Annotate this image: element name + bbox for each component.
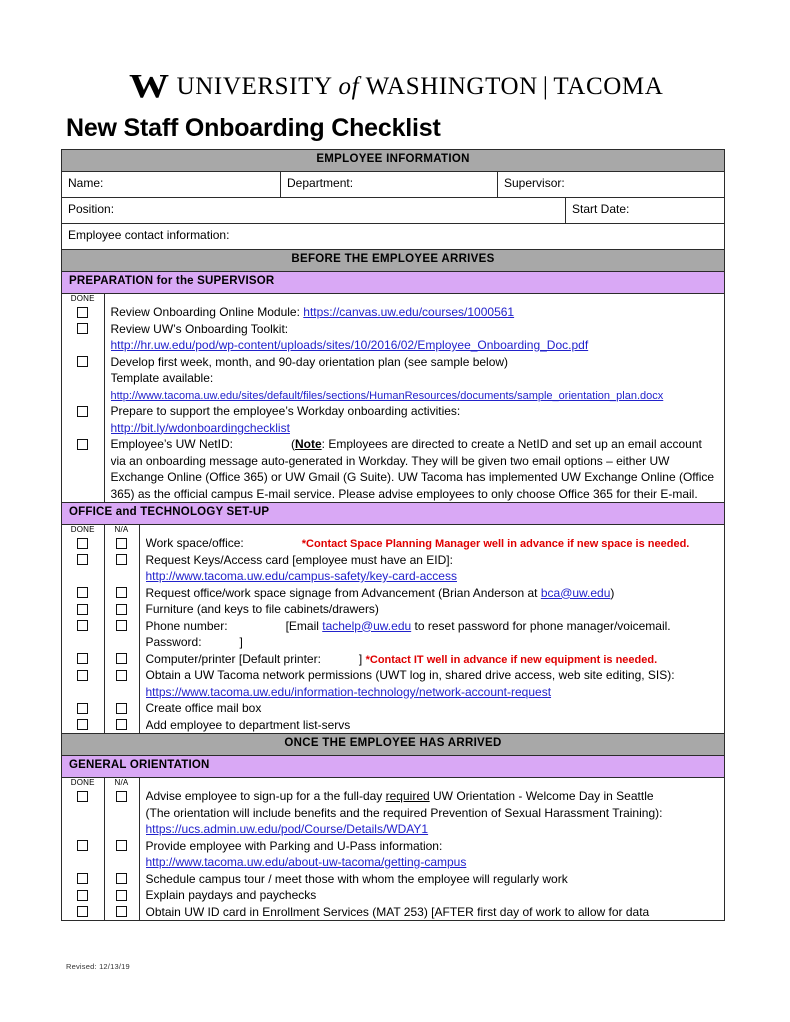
orientation-1-suffix: UW Orientation - Welcome Day in Seattle <box>429 789 654 803</box>
general-orientation-body-row <box>62 778 725 921</box>
general-orientation-header-row <box>62 756 725 778</box>
office-item-furniture: Furniture (and keys to file cabinets/drawers) <box>145 602 379 616</box>
preparation-text-column <box>104 304 724 502</box>
checkbox-na-3[interactable] <box>105 585 139 602</box>
prep-item-2: Review UW’s Onboarding Toolkit: <box>110 321 289 336</box>
checkbox-icon[interactable] <box>77 307 88 318</box>
masthead-university: UNIVERSITY <box>176 73 332 100</box>
name-field[interactable]: Name: <box>62 172 281 198</box>
checkbox-row-5[interactable] <box>62 436 104 453</box>
checkbox-icon[interactable] <box>77 587 88 598</box>
checkbox-icon[interactable] <box>77 791 88 802</box>
workday-checklist-link[interactable]: http://bit.ly/wdonboardingchecklist <box>110 420 290 435</box>
network-account-request-link[interactable]: https://www.tacoma.uw.edu/information-technology/network-account-request <box>145 684 552 699</box>
office-tech-done-column <box>62 535 104 733</box>
netid-label: Employee’s UW NetID: <box>110 437 233 451</box>
checkbox-icon[interactable] <box>77 670 88 681</box>
done-column-header: DONE <box>62 294 104 304</box>
checkbox-icon[interactable] <box>77 620 88 631</box>
checkbox-icon[interactable] <box>116 670 127 681</box>
checkbox-icon[interactable] <box>77 554 88 565</box>
checkbox-na-1[interactable] <box>105 535 139 552</box>
office-item-computer <box>146 651 725 668</box>
uw-tacoma-masthead <box>66 66 726 108</box>
name-department-supervisor-row <box>62 172 725 198</box>
orientation-1-prefix: Advise employee to sign-up for a the full-day <box>145 789 386 803</box>
supervisor-field[interactable]: Supervisor: <box>498 172 725 198</box>
signage-label-close: ) <box>610 585 615 600</box>
checkbox-icon[interactable] <box>77 439 88 450</box>
checkbox-icon[interactable] <box>116 587 127 598</box>
key-card-access-link[interactable]: http://www.tacoma.uw.edu/campus-safety/key-card-access <box>145 569 457 583</box>
it-equipment-alert: *Contact IT well in advance if new equipment is needed. <box>365 653 658 666</box>
office-tech-body-row <box>62 525 725 734</box>
checkbox-icon[interactable] <box>77 873 88 884</box>
canvas-module-link[interactable]: https://canvas.uw.edu/courses/1000561 <box>303 305 515 319</box>
office-item-network-link-line <box>146 684 725 701</box>
checkbox-na-7[interactable] <box>105 667 139 684</box>
checkbox-icon[interactable] <box>77 906 88 917</box>
after-arrival-band: ONCE THE EMPLOYEE HAS ARRIVED <box>62 734 725 756</box>
checkbox-row-4[interactable] <box>62 403 104 420</box>
office-item-listservs: Add employee to department list-servs <box>145 717 351 732</box>
orientation-item-2-link-line <box>146 854 725 871</box>
prep-item-1-text: Review Onboarding Online Module: <box>110 305 304 319</box>
revision-footer: Revised: 12/13/19 <box>66 962 130 971</box>
checkbox-done-7[interactable] <box>62 667 104 684</box>
checkbox-icon[interactable] <box>116 538 127 549</box>
checkbox-orientation-na-5[interactable] <box>105 904 139 921</box>
checkbox-icon[interactable] <box>77 719 88 730</box>
prep-item-2-link-line <box>111 337 725 354</box>
checkbox-na-4[interactable] <box>105 601 139 618</box>
orientation-item-5: Obtain UW ID card in Enrollment Services (MAT 253) [AFTER first day of work to allow for data <box>145 904 650 919</box>
checkbox-icon[interactable] <box>77 840 88 851</box>
orientation-item-1-line2: (The orientation will include benefits and the required Prevention of Sexual Harassment Training): <box>145 805 663 820</box>
bca-email-link[interactable]: bca@uw.edu <box>540 585 611 600</box>
done-column-header: DONE <box>62 525 104 535</box>
office-tech-header-row <box>62 503 725 525</box>
tachelp-email-link[interactable]: tachelp@uw.edu <box>322 618 412 633</box>
checkbox-done-6[interactable] <box>62 651 104 668</box>
note-open-paren: ( <box>290 437 295 451</box>
checkbox-icon[interactable] <box>116 873 127 884</box>
phone-label: Phone number: <box>145 618 228 633</box>
checkbox-orientation-na-3[interactable] <box>105 871 139 888</box>
employee-contact-field[interactable]: Employee contact information: <box>62 224 725 250</box>
checkbox-orientation-done-5[interactable] <box>62 904 104 921</box>
checkbox-orientation-done-2[interactable] <box>62 838 104 855</box>
checkbox-icon[interactable] <box>77 890 88 901</box>
orientation-item-3: Schedule campus tour / meet those with whom the employee will regularly work <box>145 871 568 886</box>
prep-item-3-link-line <box>111 387 725 404</box>
masthead-campus: TACOMA <box>553 73 664 100</box>
checkbox-orientation-done-3[interactable] <box>62 871 104 888</box>
computer-label: Computer/printer [Default printer: <box>145 651 321 666</box>
note-keyword: Note <box>294 437 322 451</box>
checkbox-done-9[interactable] <box>62 717 104 734</box>
office-item-network: Obtain a UW Tacoma network permissions (UWT log in, shared drive access, web site editing, SIS): <box>145 668 675 682</box>
office-item-mailbox: Create office mail box <box>145 701 262 715</box>
after-arrival-band-row <box>62 734 725 756</box>
office-tech-text-column <box>139 535 724 733</box>
start-date-field[interactable]: Start Date: <box>566 198 725 224</box>
masthead-washington: WASHINGTON <box>365 73 538 100</box>
prep-item-4-link-line <box>111 420 725 437</box>
checkbox-icon[interactable] <box>77 323 88 334</box>
preparation-checkbox-column <box>62 304 104 502</box>
checkbox-icon[interactable] <box>116 840 127 851</box>
phone-reset-note: to reset password for phone manager/voicemail. <box>411 618 671 633</box>
checkbox-icon[interactable] <box>116 703 127 714</box>
checkbox-na-9[interactable] <box>105 717 139 734</box>
prep-item-3-subtext: Template available: <box>110 371 214 385</box>
orientation-item-1-line1 <box>146 788 725 805</box>
office-item-keys: Request Keys/Access card [employee must have an EID]: <box>145 552 453 567</box>
orientation-item-2: Provide employee with Parking and U-Pass information: <box>145 838 443 853</box>
office-item-keys-link-line <box>146 568 725 585</box>
checkbox-row-2[interactable] <box>62 321 104 338</box>
getting-campus-link[interactable]: http://www.tacoma.uw.edu/about-uw-tacoma/getting-campus <box>145 855 467 869</box>
wday1-course-link[interactable]: https://ucs.admin.uw.edu/pod/Course/Details/WDAY1 <box>145 822 429 836</box>
office-item-password <box>146 634 725 651</box>
phone-email-prefix: [Email <box>285 618 323 633</box>
orientation-item-1-link-line <box>146 821 725 838</box>
office-item-signage <box>146 585 725 602</box>
checkbox-na-2[interactable] <box>105 552 139 569</box>
before-arrival-band-row <box>62 250 725 272</box>
prep-item-4: Prepare to support the employee’s Workday onboarding activities: <box>110 404 461 418</box>
checkbox-icon[interactable] <box>116 620 127 631</box>
onboarding-toolkit-link[interactable]: http://hr.uw.edu/pod/wp-content/uploads/sites/10/2016/02/Employee_Onboarding_Doc.pdf <box>110 338 589 352</box>
orientation-item-4: Explain paydays and paychecks <box>145 888 317 902</box>
checkbox-icon[interactable] <box>77 703 88 714</box>
department-field[interactable]: Department: <box>281 172 498 198</box>
checkbox-orientation-done-4[interactable] <box>62 887 104 904</box>
checkbox-icon[interactable] <box>116 791 127 802</box>
office-tech-checklist <box>62 525 724 733</box>
checkbox-icon[interactable] <box>77 653 88 664</box>
checkbox-icon[interactable] <box>77 538 88 549</box>
signage-label: Request office/work space signage from Advancement (Brian Anderson at <box>145 585 541 600</box>
general-orientation-section-header: GENERAL ORIENTATION <box>62 756 725 778</box>
checkbox-na-6[interactable] <box>105 651 139 668</box>
netid-item <box>111 436 725 502</box>
prep-item-1 <box>111 304 725 321</box>
employee-information-band-row <box>62 150 725 172</box>
checkbox-icon[interactable] <box>77 406 88 417</box>
checkbox-done-2[interactable] <box>62 552 104 569</box>
space-planning-alert: *Contact Space Planning Manager well in advance if new space is needed. <box>301 538 690 550</box>
onboarding-checklist-table <box>61 149 725 921</box>
office-tech-section-header: OFFICE and TECHNOLOGY SET-UP <box>62 503 725 525</box>
orientation-done-column <box>62 788 104 920</box>
checkbox-row-3[interactable] <box>62 354 104 371</box>
orientation-1-required: required <box>385 789 430 803</box>
checkbox-row-1[interactable] <box>62 304 104 321</box>
masthead-of: of <box>338 73 360 100</box>
password-label: Password: <box>145 635 202 649</box>
checkbox-na-5[interactable] <box>105 618 139 635</box>
computer-bracket: ] <box>358 651 363 666</box>
checkbox-icon[interactable] <box>77 604 88 615</box>
checkbox-na-8[interactable] <box>105 700 139 717</box>
checkbox-done-1[interactable] <box>62 535 104 552</box>
checkbox-icon[interactable] <box>116 554 127 565</box>
sample-orientation-plan-link[interactable]: http://www.tacoma.uw.edu/sites/default/files/sections/HumanResources/documents/sample_orientation_plan.docx <box>110 389 664 402</box>
position-startdate-row <box>62 198 725 224</box>
checkbox-orientation-na-2[interactable] <box>105 838 139 855</box>
checkbox-icon[interactable] <box>116 604 127 615</box>
employee-information-band: EMPLOYEE INFORMATION <box>62 150 725 172</box>
done-column-header: DONE <box>62 778 104 788</box>
na-column-header: N/A <box>104 525 139 535</box>
netid-note-body: : Employees are directed to create a NetID and set up an email account via an onboarding message auto-generated in Workday. They will be given two email options – either UW Exchange Online (Office 365) or UW Gmail (G Suite). UW Tacoma has implemented UW Exchange Online (Office 365) as the official campus E-mail service. Please advise employees to only choose Office 365 for their E-mail. <box>110 437 715 501</box>
orientation-na-column <box>104 788 139 920</box>
employee-contact-row <box>62 224 725 250</box>
checkbox-icon[interactable] <box>116 906 127 917</box>
preparation-section-header: PREPARATION for the SUPERVISOR <box>62 272 725 294</box>
preparation-body-row <box>62 294 725 503</box>
office-item-phone <box>146 618 725 635</box>
checkbox-done-4[interactable] <box>62 601 104 618</box>
before-arrival-band: BEFORE THE EMPLOYEE ARRIVES <box>62 250 725 272</box>
checkbox-orientation-na-1[interactable] <box>105 788 139 805</box>
checkbox-orientation-done-1[interactable] <box>62 788 104 805</box>
checkbox-done-3[interactable] <box>62 585 104 602</box>
office-item-workspace <box>146 535 725 552</box>
workspace-label: Work space/office: <box>145 536 244 550</box>
position-field[interactable]: Position: <box>62 198 566 224</box>
na-column-header: N/A <box>104 778 139 788</box>
checkbox-done-8[interactable] <box>62 700 104 717</box>
preparation-header-row <box>62 272 725 294</box>
masthead-separator: | <box>542 73 549 100</box>
checkbox-icon[interactable] <box>116 653 127 664</box>
preparation-checklist <box>62 294 724 502</box>
checkbox-icon[interactable] <box>77 356 88 367</box>
checkbox-orientation-na-4[interactable] <box>105 887 139 904</box>
checkbox-icon[interactable] <box>116 890 127 901</box>
page-title: New Staff Onboarding Checklist <box>66 114 441 142</box>
masthead-wordmark <box>177 73 664 101</box>
office-tech-na-column <box>104 535 139 733</box>
orientation-text-column <box>139 788 724 920</box>
general-orientation-checklist <box>62 778 724 920</box>
checkbox-done-5[interactable] <box>62 618 104 635</box>
password-bracket: ] <box>239 635 243 649</box>
checkbox-icon[interactable] <box>116 719 127 730</box>
prep-item-3: Develop first week, month, and 90-day orientation plan (see sample below) <box>110 354 509 369</box>
uw-w-logo-icon: W <box>128 68 167 105</box>
